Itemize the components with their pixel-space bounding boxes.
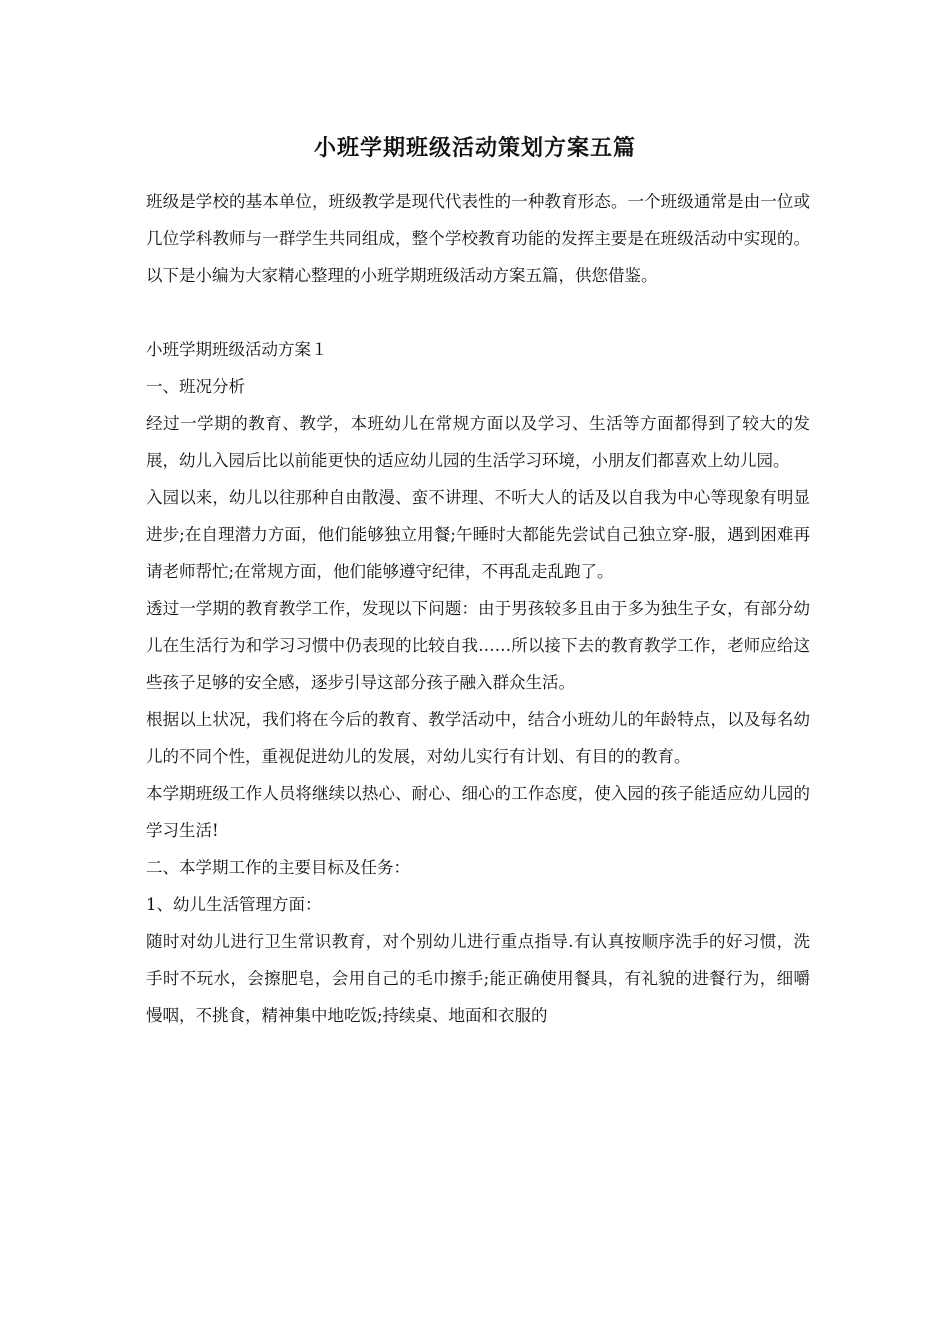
body-paragraph: 本学期班级工作人员将继续以热心、耐心、细心的工作态度，使入园的孩子能适应幼儿园的学习生活! — [146, 784, 810, 840]
document-body — [146, 183, 810, 1034]
body-paragraph: 透过一学期的教育教学工作，发现以下问题：由于男孩较多且由于多为独生子女，有部分幼儿在生活行为和学习习惯中仍表现的比较自我……所以接下去的教育教学工作，老师应给这些孩子足够的安全感，逐步引导这部分孩子融入群众生活。 — [146, 599, 810, 692]
document-title: 小班学期班级活动策划方案五篇 — [313, 135, 636, 161]
paragraph-spacer — [146, 294, 810, 331]
list-heading: 1、幼儿生活管理方面： — [146, 895, 322, 914]
subsection-heading: 二、本学期工作的主要目标及任务： — [146, 858, 410, 877]
subsection-heading: 一、班况分析 — [146, 377, 245, 396]
body-paragraph: 根据以上状况，我们将在今后的教育、教学活动中，结合小班幼儿的年龄特点，以及每名幼儿的不同个性，重视促进幼儿的发展，对幼儿实行有计划、有目的的教育。 — [146, 710, 810, 766]
section-heading: 小班学期班级活动方案１ — [146, 340, 328, 359]
body-paragraph: 入园以来，幼儿以往那种自由散漫、蛮不讲理、不听大人的话及以自我为中心等现象有明显进步;在自理潜力方面，他们能够独立用餐;午睡时大都能先尝试自己独立穿-服，遇到困难再请老师帮忙;在常规方面，他们能够遵守纪律，不再乱走乱跑了。 — [146, 488, 810, 581]
body-paragraph: 随时对幼儿进行卫生常识教育，对个别幼儿进行重点指导.有认真按顺序洗手的好习惯，洗手时不玩水，会擦肥皂，会用自己的毛巾擦手;能正确使用餐具，有礼貌的进餐行为，细嚼慢咽，不挑食，精神集中地吃饭;持续桌、地面和衣服的 — [146, 932, 810, 1025]
intro-paragraph: 班级是学校的基本单位，班级教学是现代代表性的一种教育形态。一个班级通常是由一位或几位学科教师与一群学生共同组成，整个学校教育功能的发挥主要是在班级活动中实现的。以下是小编为大家精心整理的小班学期班级活动方案五篇，供您借鉴。 — [146, 192, 810, 285]
body-paragraph: 经过一学期的教育、教学，本班幼儿在常规方面以及学习、生活等方面都得到了较大的发展，幼儿入园后比以前能更快的适应幼儿园的生活学习环境，小朋友们都喜欢上幼儿园。 — [146, 414, 810, 470]
